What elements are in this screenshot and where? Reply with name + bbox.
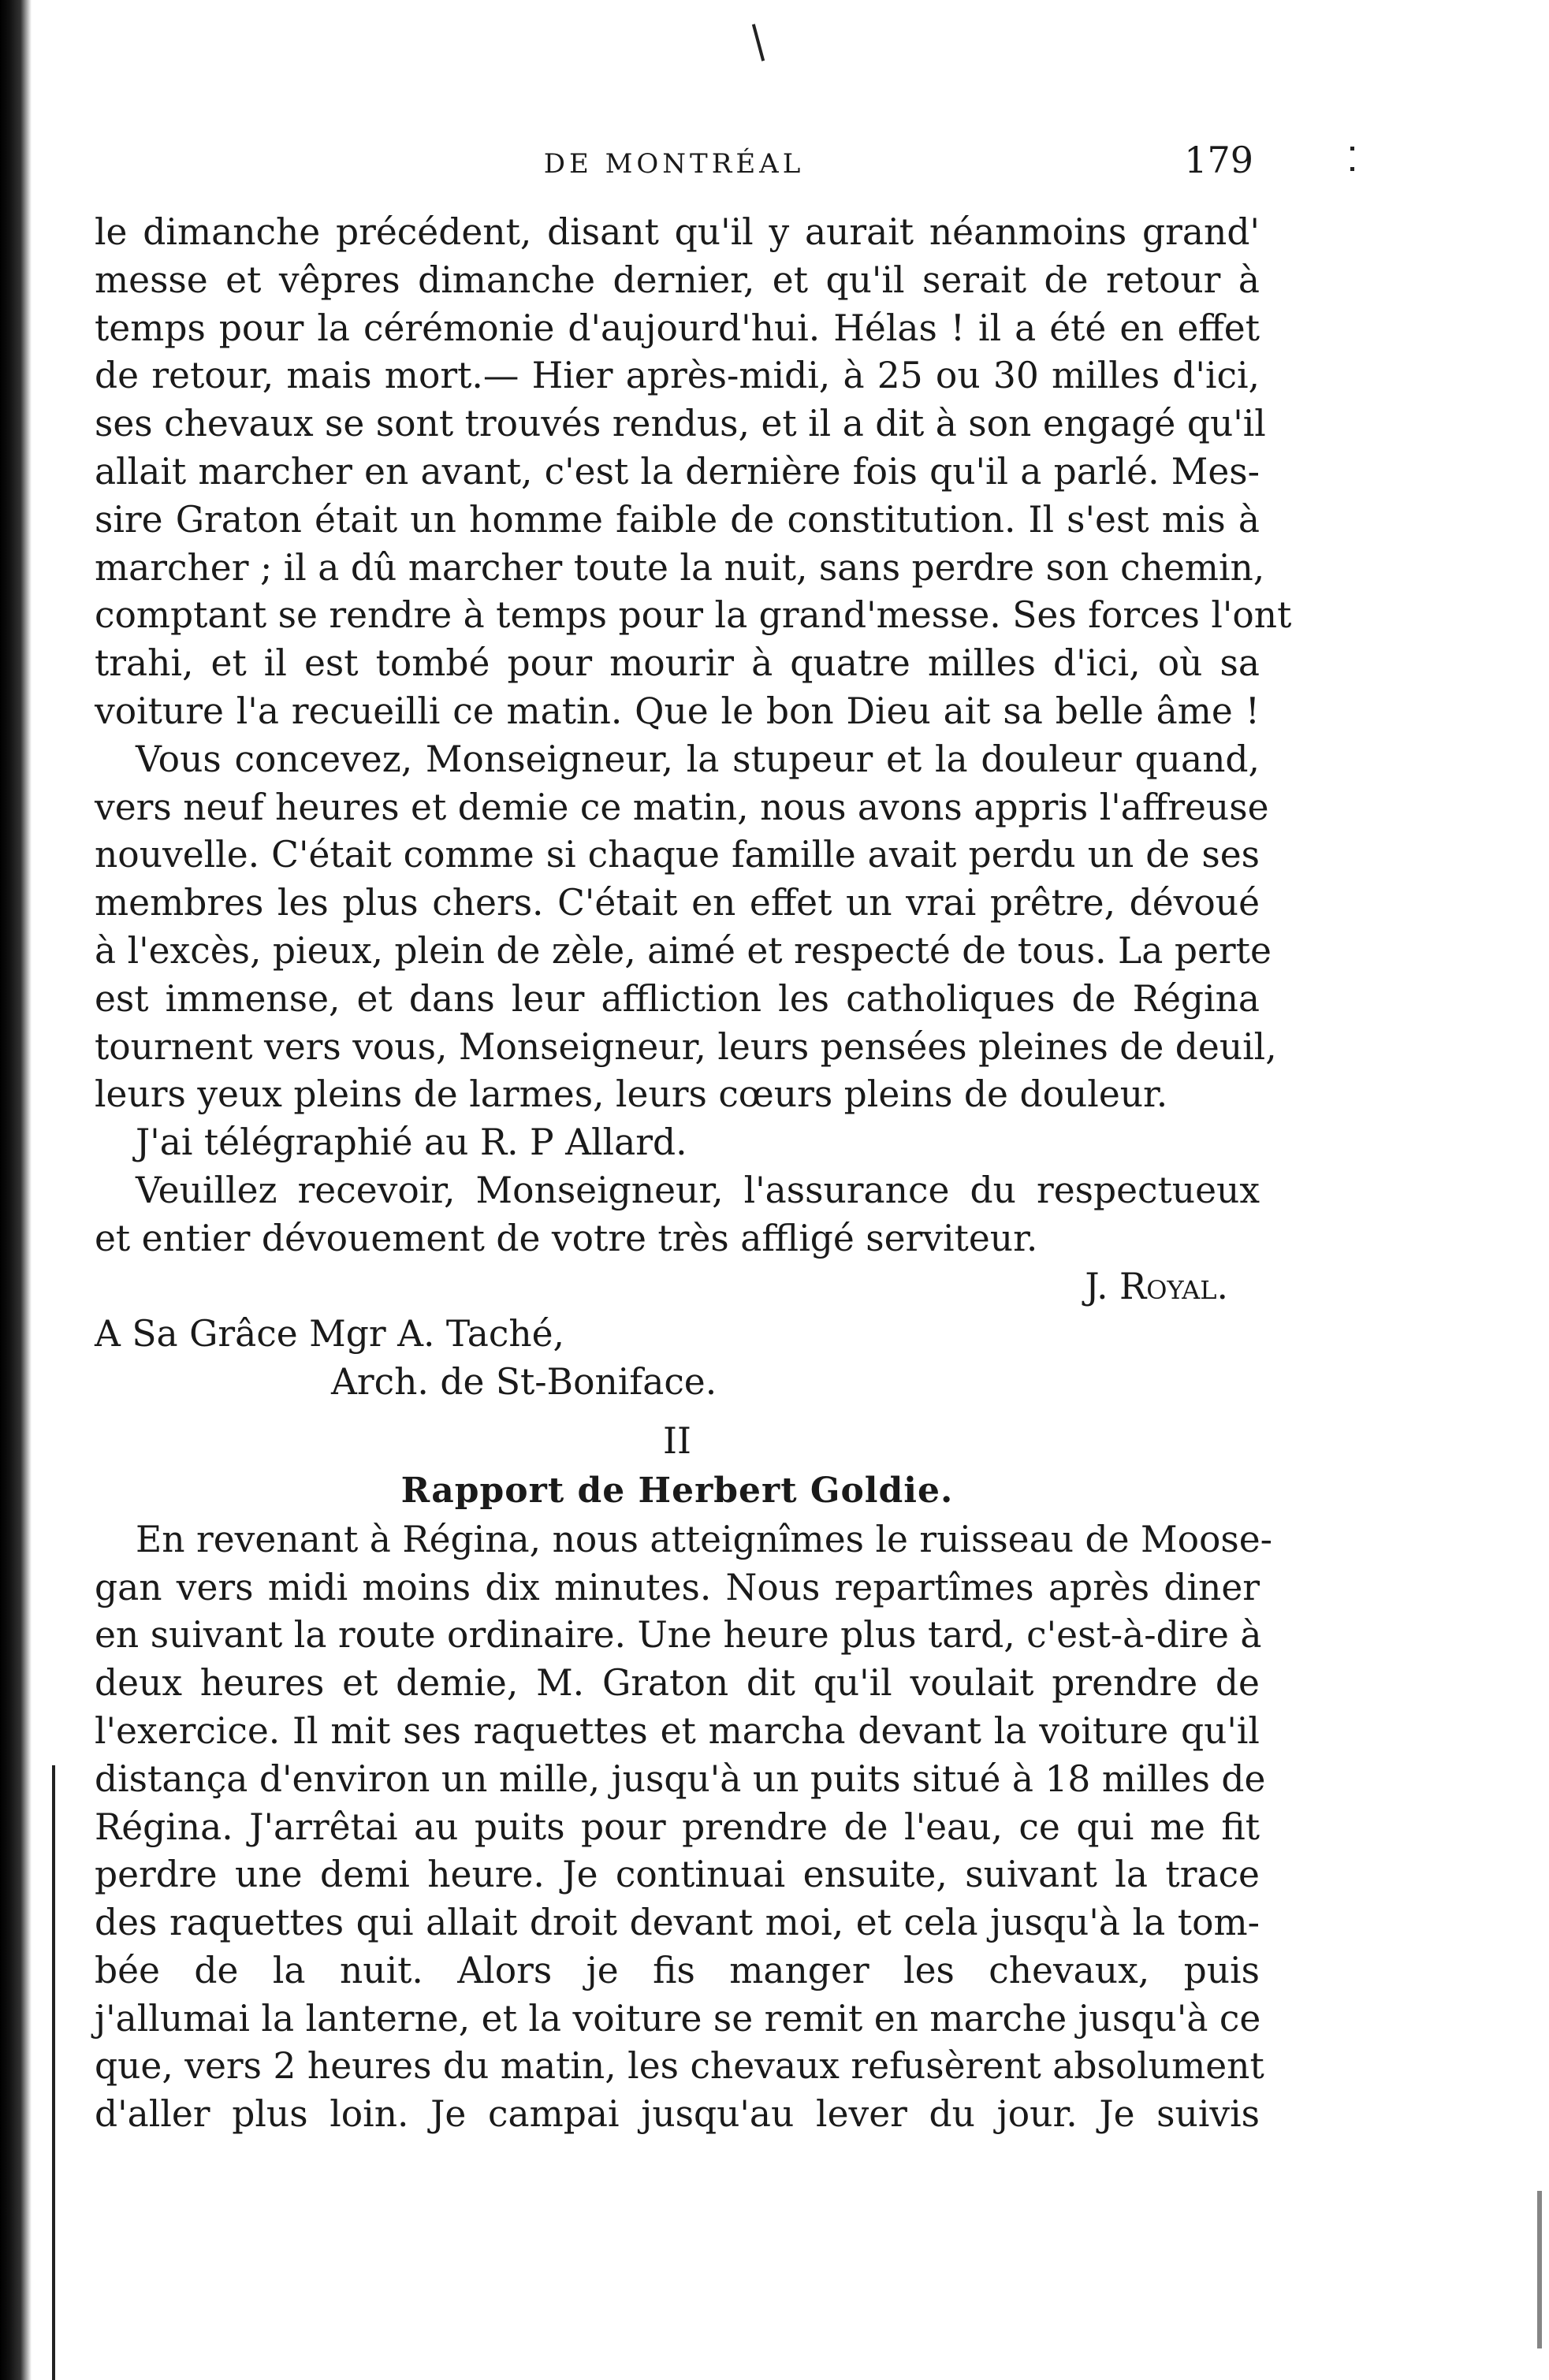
text-line: d'aller plus loin. Je campai jusqu'au lever du jour. Je suivis [95, 2093, 1260, 2136]
report-paragraph [95, 1516, 1273, 2139]
text-line: de retour, mais mort.— Hier après-midi, à 25 ou 30 milles d'ici, [95, 355, 1260, 397]
scan-speck [1350, 147, 1354, 151]
text-line: nouvelle. C'était comme si chaque famille avait perdu un de ses [95, 834, 1260, 876]
text-line: Régina. J'arrêtai au puits pour prendre de l'eau, ce qui me fit [95, 1805, 1260, 1848]
text-line: vers neuf heures et demie ce matin, nous avons appris l'affreuse [95, 786, 1269, 828]
text-line: tournent vers vous, Monseigneur, leurs pensées pleines de deuil, [95, 1025, 1277, 1068]
text-line: des raquettes qui allait droit devant moi, et cela jusqu'à la tom- [95, 1902, 1260, 1944]
text-line: allait marcher en avant, c'est la dernière fois qu'il a parlé. Mes- [95, 450, 1260, 493]
letter-closing [95, 1167, 1260, 1263]
text-line: ses chevaux se sont trouvés rendus, et il a dit à son engagé qu'il [95, 403, 1266, 445]
scan-edge-noise [1537, 2191, 1542, 2348]
text-line: deux heures et demie, M. Graton dit qu'il voulait prendre de [95, 1662, 1260, 1705]
text-line: En revenant à Régina, nous atteignîmes le ruisseau de Moose- [136, 1518, 1273, 1560]
letter-paragraph-2 [95, 736, 1277, 1119]
scan-speck [1350, 167, 1354, 171]
binding-shadow-line [52, 1765, 55, 2380]
text-line: gan vers midi moins dix minutes. Nous repartîmes après diner [95, 1566, 1260, 1608]
section-title: Rapport de Herbert Goldie. [400, 1470, 954, 1511]
text-line: est immense, et dans leur affliction les catholiques de Régina [95, 977, 1260, 1020]
text-line: trahi, et il est tombé pour mourir à quatre milles d'ici, où sa [95, 642, 1260, 685]
page-number: 179 [1184, 139, 1253, 181]
text-line: à l'excès, pieux, plein de zèle, aimé et respecté de tous. La perte [95, 929, 1272, 972]
text-line: distança d'environ un mille, jusqu'à un puits situé à 18 milles de [95, 1757, 1266, 1800]
signature-initial: J. [1085, 1265, 1108, 1307]
signature [95, 1263, 1260, 1311]
page-body [95, 209, 1292, 2139]
running-head: DE MONTRÉAL [543, 148, 805, 180]
text-line: en suivant la route ordinaire. Une heure plus tard, c'est-à-dire à [95, 1614, 1262, 1657]
scan-mark [752, 24, 765, 61]
text-line: j'allumai la lanterne, et la voiture se remit en marche jusqu'à ce [95, 1997, 1261, 2040]
text-line: que, vers 2 heures du matin, les chevaux refusèrent absolument [95, 2045, 1264, 2088]
recipient-line-2: Arch. de St-Boniface. [331, 1361, 717, 1404]
text-line: membres les plus chers. C'était en effet un vrai prêtre, dévoué [95, 882, 1260, 924]
text-line: Vous concevez, Monseigneur, la stupeur et la douleur quand, [136, 738, 1260, 780]
page-binding-edge [0, 0, 32, 2380]
letter-paragraph-1 [95, 209, 1292, 736]
text-line: marcher ; il a dû marcher toute la nuit, sans perdre son chemin, [95, 546, 1265, 589]
text-line: temps pour la cérémonie d'aujourd'hui. Hélas ! il a été en effet [95, 307, 1260, 349]
text-line: le dimanche précédent, disant qu'il y aurait néanmoins grand' [95, 211, 1260, 253]
text-line: et entier dévouement de votre très affligé serviteur. [95, 1217, 1038, 1259]
text-line: perdre une demi heure. Je continuai ensuite, suivant la trace [95, 1854, 1260, 1896]
text-line: voiture l'a recueilli ce matin. Que le bon Dieu ait sa belle âme ! [95, 690, 1260, 732]
recipient-line-1: A Sa Grâce Mgr A. Taché, [95, 1313, 565, 1355]
text-line: sire Graton était un homme faible de constitution. Il s'est mis à [95, 498, 1260, 541]
text-line: l'exercice. Il mit ses raquettes et marcha devant la voiture qu'il [95, 1709, 1260, 1752]
text-line: bée de la nuit. Alors je fis manger les chevaux, puis [95, 1949, 1260, 1991]
section-numeral: II [663, 1419, 691, 1462]
signature-name: Royal. [1119, 1265, 1228, 1307]
text-line: Veuillez recevoir, Monseigneur, l'assurance du respectueux [136, 1169, 1260, 1211]
page-header [95, 134, 1253, 189]
telegraph-line: J'ai télégraphié au R. P Allard. [136, 1121, 687, 1164]
text-line: leurs yeux pleins de larmes, leurs cœurs pleins de douleur. [95, 1073, 1168, 1116]
text-line: comptant se rendre à temps pour la grand'messe. Ses forces l'ont [95, 594, 1292, 637]
text-line: messe et vêpres dimanche dernier, et qu'il serait de retour à [95, 258, 1260, 301]
